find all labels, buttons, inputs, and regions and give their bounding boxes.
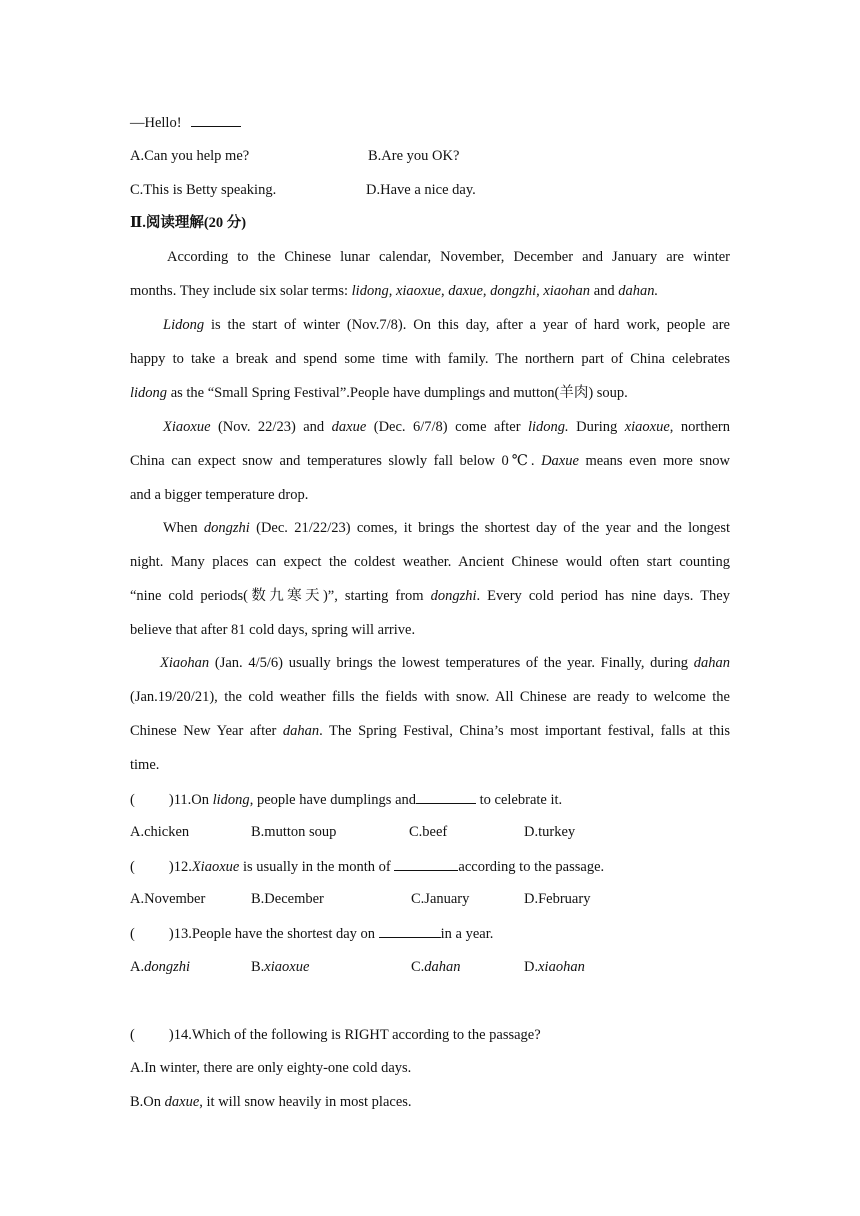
answer-blank bbox=[379, 923, 441, 938]
passage-p2-line2: happy to take a break and spend some time with family. The northern part of China celebrates bbox=[130, 351, 730, 367]
q11-option-c: C.beef bbox=[409, 824, 448, 840]
passage-p4-line2: night. Many places can expect the coldest weather. Ancient Chinese would often start counting bbox=[130, 554, 730, 570]
q10-option-b: B.Are you OK? bbox=[368, 148, 460, 164]
section-heading: Ⅱ.阅读理解(20 分) bbox=[130, 215, 247, 231]
question-14: ( )14.Which of the following is RIGHT according to the passage? bbox=[130, 1027, 541, 1043]
q14-option-b: B.On daxue, it will snow heavily in most places. bbox=[130, 1094, 412, 1110]
q12-option-d: D.February bbox=[524, 891, 591, 907]
q12-option-a: A.November bbox=[130, 891, 206, 907]
answer-blank bbox=[191, 112, 241, 127]
question-11: ( )11.On lidong, people have dumplings and to celebrate it. bbox=[130, 789, 730, 810]
answer-blank bbox=[394, 856, 458, 871]
passage-p3-line2: China can expect snow and temperatures slowly fall below 0℃. Daxue means even more snow bbox=[130, 453, 731, 469]
q11-option-b: B.mutton soup bbox=[251, 824, 337, 840]
passage-p5-line1: Xiaohan (Jan. 4/5/6) usually brings the lowest temperatures of the year. Finally, during dahan bbox=[160, 655, 730, 671]
passage-p4-line1: When dongzhi (Dec. 21/22/23) comes, it brings the shortest day of the year and the longest bbox=[163, 520, 730, 536]
q10-prompt-text: —Hello! bbox=[130, 115, 182, 131]
q13-option-d: D.xiaohan bbox=[524, 959, 585, 975]
q13-option-c: C.dahan bbox=[411, 959, 461, 975]
q10-prompt bbox=[130, 112, 730, 133]
q13-option-a: A.dongzhi bbox=[130, 959, 191, 975]
q12-option-c: C.January bbox=[411, 891, 470, 907]
q13-option-b: B.xiaoxue bbox=[251, 959, 310, 975]
q14-option-a: A.In winter, there are only eighty-one cold days. bbox=[130, 1060, 412, 1076]
passage-p1-line1: According to the Chinese lunar calendar, November, December and January are winter bbox=[167, 249, 730, 265]
q10-option-a: A.Can you help me? bbox=[130, 148, 250, 164]
passage-p5-line4: time. bbox=[130, 757, 160, 773]
passage-p2-line3: lidong as the “Small Spring Festival”.People have dumplings and mutton(羊肉) soup. bbox=[130, 385, 628, 401]
passage-p3-line3: and a bigger temperature drop. bbox=[130, 487, 309, 503]
passage-p5-line3: Chinese New Year after dahan. The Spring Festival, China’s most important festival, falls at this bbox=[130, 723, 730, 739]
passage-p5-line2: (Jan.19/20/21), the cold weather fills the fields with snow. All Chinese are ready to welcome the bbox=[130, 689, 730, 705]
q11-option-d: D.turkey bbox=[524, 824, 576, 840]
passage-p3-line1: Xiaoxue (Nov. 22/23) and daxue (Dec. 6/7/8) come after lidong. During xiaoxue, northern bbox=[163, 419, 731, 435]
q10-option-d: D.Have a nice day. bbox=[366, 182, 476, 198]
q10-option-c: C.This is Betty speaking. bbox=[130, 182, 277, 198]
question-12: ( )12.Xiaoxue is usually in the month of according to the passage. bbox=[130, 856, 730, 877]
q11-option-a: A.chicken bbox=[130, 824, 190, 840]
passage-p4-line4: believe that after 81 cold days, spring will arrive. bbox=[130, 622, 416, 638]
passage-p1-line2: months. They include six solar terms: lidong, xiaoxue, daxue, dongzhi, xiaohan and dahan. bbox=[130, 283, 659, 299]
answer-blank bbox=[416, 789, 476, 804]
question-13: ( )13.People have the shortest day on in a year. bbox=[130, 923, 730, 944]
passage-p2-line1: Lidong is the start of winter (Nov.7/8). On this day, after a year of hard work, people are bbox=[163, 317, 730, 333]
q12-option-b: B.December bbox=[251, 891, 324, 907]
passage-p4-line3: “nine cold periods(数九寒天)”, starting from dongzhi. Every cold period has nine days. They bbox=[130, 588, 730, 604]
